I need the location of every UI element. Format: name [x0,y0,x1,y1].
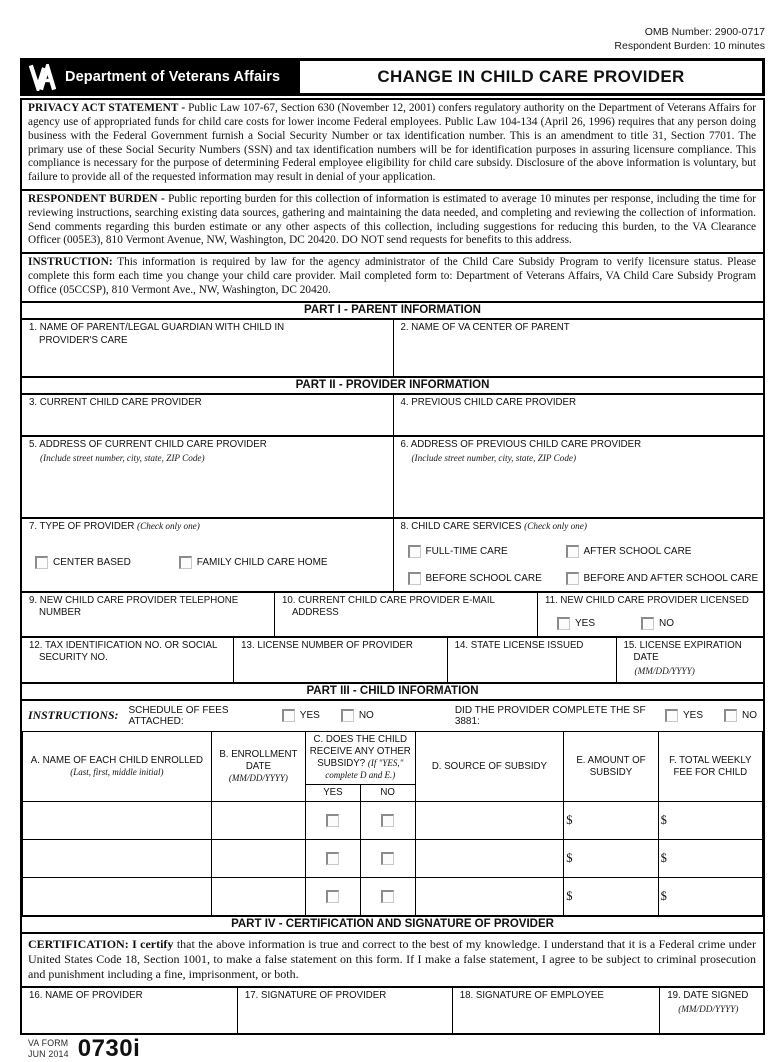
field-6-label: 6. ADDRESS OF PREVIOUS CHILD CARE PROVIDER [400,439,642,451]
before-school-care-option [408,572,566,585]
instructions-label: INSTRUCTIONS: [28,708,119,723]
field-3-label: 3. CURRENT CHILD CARE PROVIDER [29,397,202,409]
field-5-current-address[interactable] [22,437,393,517]
field-4-previous-provider[interactable] [393,395,764,435]
field-16-label: 16. NAME OF PROVIDER [29,990,143,1002]
child-1-subsidy-amount-cell[interactable]: $ [564,802,658,840]
part2-row-type-services [22,519,763,592]
column-c-note: (If "YES," complete D and E.) [325,758,404,781]
privacy-act-statement [22,100,763,191]
child-3-subsidy-yes-cell [306,878,361,916]
child-1-enrollment-date-cell[interactable] [211,802,305,840]
form-number: 0730i [77,1035,141,1062]
child-3-weekly-fee-cell[interactable]: $ [658,878,762,916]
column-f-header: F. TOTAL WEEKLY FEE FOR CHILD [658,731,762,802]
field-15-label: 15. LICENSE EXPIRATION DATE [623,639,742,664]
child-3-name-cell[interactable] [23,878,212,916]
field-12-tax-id[interactable] [22,638,233,682]
center-based-checkbox[interactable] [35,556,48,569]
fees-yes-checkbox[interactable] [282,709,295,722]
child-row-3 [23,878,763,916]
part2-row-addresses [22,437,763,519]
fees-no-checkbox[interactable] [341,709,354,722]
child-3-enrollment-date-cell[interactable] [211,878,305,916]
omb-block [20,26,765,53]
child-3-subsidy-yes-checkbox[interactable] [326,890,339,903]
licensed-no-label: NO [659,618,674,630]
column-a-header: A. NAME OF EACH CHILD ENROLLED (Last, first, middle initial) [23,731,212,802]
after-school-care-option [566,545,759,558]
sf3881-yes-option [665,709,703,722]
field-11-licensed [537,593,763,636]
respondent-lead: RESPONDENT BURDEN - [28,192,165,205]
field-6-previous-address[interactable] [393,437,764,517]
licensed-no-option [641,617,674,630]
column-e-header: E. AMOUNT OF SUBSIDY [564,731,658,802]
fees-no-label: NO [358,710,374,722]
sf3881-no-label: NO [742,710,757,722]
child-1-subsidy-no-checkbox[interactable] [381,814,394,827]
child-2-subsidy-no-checkbox[interactable] [381,852,394,865]
licensed-no-checkbox[interactable] [641,617,654,630]
agency-bar [20,58,297,96]
field-8-note: (Check only one) [524,521,587,532]
child-row-2 [23,840,763,878]
part3-instructions-row [22,701,763,731]
field-17-label: 17. SIGNATURE OF PROVIDER [244,990,387,1002]
certification-statement [22,934,763,988]
field-15-license-expiration[interactable] [616,638,763,682]
respondent-body: Public reporting burden for this collection of information is estimated to average 10 minutes per response, including the time for reviewing instructions, searching existing data sources, gathering and maintaining the data needed, and completing and reviewing the collection of information. Send comments regarding this burden estimate or any other aspects of this collection, including suggestions for reducing this burden, to the VA Clearance Officer (005E3), 810 Vermont Avenue, NW, Washington, DC 20420. DO NOT send requests for benefits to this address. [28,192,757,247]
sf3881-no-option [724,709,757,722]
field-11-options [557,617,758,630]
before-school-care-checkbox[interactable] [408,572,421,585]
full-time-care-label: FULL-TIME CARE [425,545,508,557]
field-10-email[interactable] [274,593,537,636]
child-3-subsidy-source-cell[interactable] [415,878,564,916]
fees-no-option [341,709,374,722]
sf3881-no-checkbox[interactable] [724,709,737,722]
instruction-lead: INSTRUCTION: [28,256,113,269]
field-14-state-license[interactable] [447,638,616,682]
va-form-label-line1: VA FORM [28,1038,69,1049]
field-1-label: 1. NAME OF PARENT/LEGAL GUARDIAN WITH CHILD IN PROVIDER'S CARE [29,322,285,346]
field-9-phone[interactable] [22,593,274,636]
field-15-note: (MM/DD/YYYY) [634,665,695,676]
instruction-statement [22,254,763,303]
field-10-label: 10. CURRENT CHILD CARE PROVIDER E-MAIL ADDRESS [281,594,495,619]
part2-row-phone-email-licensed [22,593,763,638]
child-1-subsidy-source-cell[interactable] [415,802,564,840]
after-school-care-checkbox[interactable] [566,545,579,558]
column-a-note: (Last, first, middle initial) [70,767,164,778]
sf3881-label: DID THE PROVIDER COMPLETE THE SF 3881: [454,704,646,727]
child-3-subsidy-amount-cell[interactable]: $ [564,878,658,916]
field-7-options [35,556,388,569]
field-14-label: 14. STATE LICENSE ISSUED [454,639,584,651]
respondent-burden: Respondent Burden: 10 minutes [614,39,765,52]
form-footer [28,1035,765,1062]
child-2-enrollment-date-cell[interactable] [211,840,305,878]
column-d-header: D. SOURCE OF SUBSIDY [415,731,564,802]
field-17-provider-signature[interactable] [237,988,452,1033]
full-time-care-option [408,545,566,558]
field-13-label: 13. LICENSE NUMBER OF PROVIDER [241,639,413,651]
child-2-subsidy-source-cell[interactable] [415,840,564,878]
before-school-care-label: BEFORE SCHOOL CARE [425,572,542,584]
field-1-parent-name[interactable] [22,320,393,376]
child-1-weekly-fee-cell[interactable]: $ [658,802,762,840]
field-2-label: 2. NAME OF VA CENTER OF PARENT [400,322,570,334]
before-and-after-school-care-label: BEFORE AND AFTER SCHOOL CARE [583,572,759,584]
child-1-name-cell[interactable] [23,802,212,840]
licensed-yes-label: YES [574,618,595,630]
field-6-note: (Include street number, city, state, ZIP Code) [411,452,577,463]
field-12-label: 12. TAX IDENTIFICATION NO. OR SOCIAL SECURITY NO. [29,639,218,664]
agency-name: Department of Veterans Affairs [65,69,281,86]
field-7-provider-type [22,519,393,590]
center-based-label: CENTER BASED [53,556,131,568]
form-title-box [297,58,765,96]
child-1-subsidy-yes-cell [306,802,361,840]
fees-yes-option [282,709,320,722]
family-child-care-home-option [179,556,328,569]
before-and-after-school-care-checkbox[interactable] [566,572,579,585]
part1-title: PART I - PARENT INFORMATION [22,303,763,320]
respondent-burden-statement [22,191,763,254]
field-18-label: 18. SIGNATURE OF EMPLOYEE [459,990,604,1002]
field-4-label: 4. PREVIOUS CHILD CARE PROVIDER [400,397,576,409]
child-2-name-cell[interactable] [23,840,212,878]
after-school-care-label: AFTER SCHOOL CARE [583,545,692,557]
field-19-date-signed[interactable] [659,988,763,1033]
part2-row-license-info [22,638,763,684]
child-3-subsidy-no-cell [360,878,415,916]
column-c-header: C. DOES THE CHILD RECEIVE ANY OTHER SUBSIDY? (If "YES," complete D and E.) [306,731,416,785]
part4-title: PART IV - CERTIFICATION AND SIGNATURE OF PROVIDER [22,916,763,934]
licensed-yes-checkbox[interactable] [557,617,570,630]
form-title: CHANGE IN CHILD CARE PROVIDER [377,67,685,87]
field-7-note: (Check only one) [137,521,200,532]
child-1-subsidy-yes-checkbox[interactable] [326,814,339,827]
part1-row [22,320,763,378]
child-2-subsidy-amount-cell[interactable]: $ [564,840,658,878]
part3-title: PART III - CHILD INFORMATION [22,684,763,701]
sf3881-yes-label: YES [682,710,703,722]
before-and-after-school-care-option [566,572,759,585]
child-2-subsidy-no-cell [360,840,415,878]
privacy-lead: PRIVACY ACT STATEMENT - [28,102,186,115]
field-5-label: 5. ADDRESS OF CURRENT CHILD CARE PROVIDER [29,439,267,451]
field-18-employee-signature[interactable] [452,988,659,1033]
column-b-header: B. ENROLLMENT DATE (MM/DD/YYYY) [211,731,305,802]
child-row-1 [23,802,763,840]
part2-row-providers [22,395,763,437]
field-2-va-center[interactable] [393,320,764,376]
privacy-body: Public Law 107-67, Section 630 (November 12, 2001) confers regulatory authority on the Department of Veterans Affairs for agency use of appropriated funds for child care costs for lower income Federal employees. Public Law 104-134 (April 26, 1996) requires that any person doing business with the Federal Government furnish a Social Security Number or tax identification number. This is an amendment to title 31, Section 7701. The primary use of these Social Security Numbers (SSN) and tax identification numbers will be for identification purposes in assuring licensure compliance. This compliance is necessary for the purpose of determining Federal employee eligibility for child care subsidy. Disclosure of the above information is voluntary, but failure to provide all of the requested information may result in denial of your application. [28,102,756,184]
column-b-note: (MM/DD/YYYY) [228,773,288,784]
field-3-current-provider[interactable] [22,395,393,435]
field-19-label: 19. DATE SIGNED [667,990,749,1002]
child-1-subsidy-no-cell [360,802,415,840]
full-time-care-checkbox[interactable] [408,545,421,558]
field-8-options [408,545,759,585]
child-2-subsidy-yes-cell [306,840,361,878]
field-7-label: 7. TYPE OF PROVIDER (Check only one) [29,521,200,533]
licensed-yes-option [557,617,595,630]
field-13-license-number[interactable] [233,638,446,682]
child-2-subsidy-yes-checkbox[interactable] [326,852,339,865]
certification-body: that the above information is true and correct to the best of my knowledge. I understand that it is a Federal crime under United States Code 18, Section 1001, to make a false statement on this form. If I make a false statement, I agree to be subject to criminal prosecution and punishment including a fine, imprisonment, or both. [28,937,756,981]
part4-signature-row [22,988,763,1033]
column-c-yes-header: YES [306,785,361,802]
instruction-body: This information is required by law for the agency administrator of the Child Care Subsidy Program to verify licensure status. Please complete this form each time you change your child care provider. Mail completed form to: Department of Veterans Affairs, VA Child Care Subsidy Program Office (05CCSP), 810 Vermont Ave., NW, Washington, DC 20420. [28,256,757,296]
part2-title: PART II - PROVIDER INFORMATION [22,378,763,395]
field-8-child-care-services [393,519,764,590]
form-header [20,58,765,96]
field-5-note: (Include street number, city, state, ZIP Code) [40,452,205,463]
family-child-care-home-checkbox[interactable] [179,556,192,569]
form-body [20,98,765,1035]
field-8-label: 8. CHILD CARE SERVICES (Check only one) [400,521,587,533]
center-based-option [35,556,131,569]
column-c-no-header: NO [360,785,415,802]
sf3881-yes-checkbox[interactable] [665,709,678,722]
child-2-weekly-fee-cell[interactable]: $ [658,840,762,878]
omb-number: OMB Number: 2900-0717 [644,26,765,38]
fees-attached-label: SCHEDULE OF FEES ATTACHED: [128,704,229,727]
va-form-label-line2: JUN 2014 [28,1048,69,1059]
field-11-label: 11. NEW CHILD CARE PROVIDER LICENSED [544,594,749,606]
child-3-subsidy-no-checkbox[interactable] [381,890,394,903]
field-19-note: (MM/DD/YYYY) [678,1003,739,1014]
family-child-care-home-label: FAMILY CHILD CARE HOME [196,556,328,568]
fees-yes-label: YES [299,710,320,722]
field-16-provider-name[interactable] [22,988,237,1033]
child-information-table [22,731,763,917]
va-form-label [28,1038,69,1059]
certification-lead: CERTIFICATION: I certify [28,937,174,952]
field-9-label: 9. NEW CHILD CARE PROVIDER TELEPHONE NUMBER [29,594,239,619]
va-logo-icon [29,64,56,91]
